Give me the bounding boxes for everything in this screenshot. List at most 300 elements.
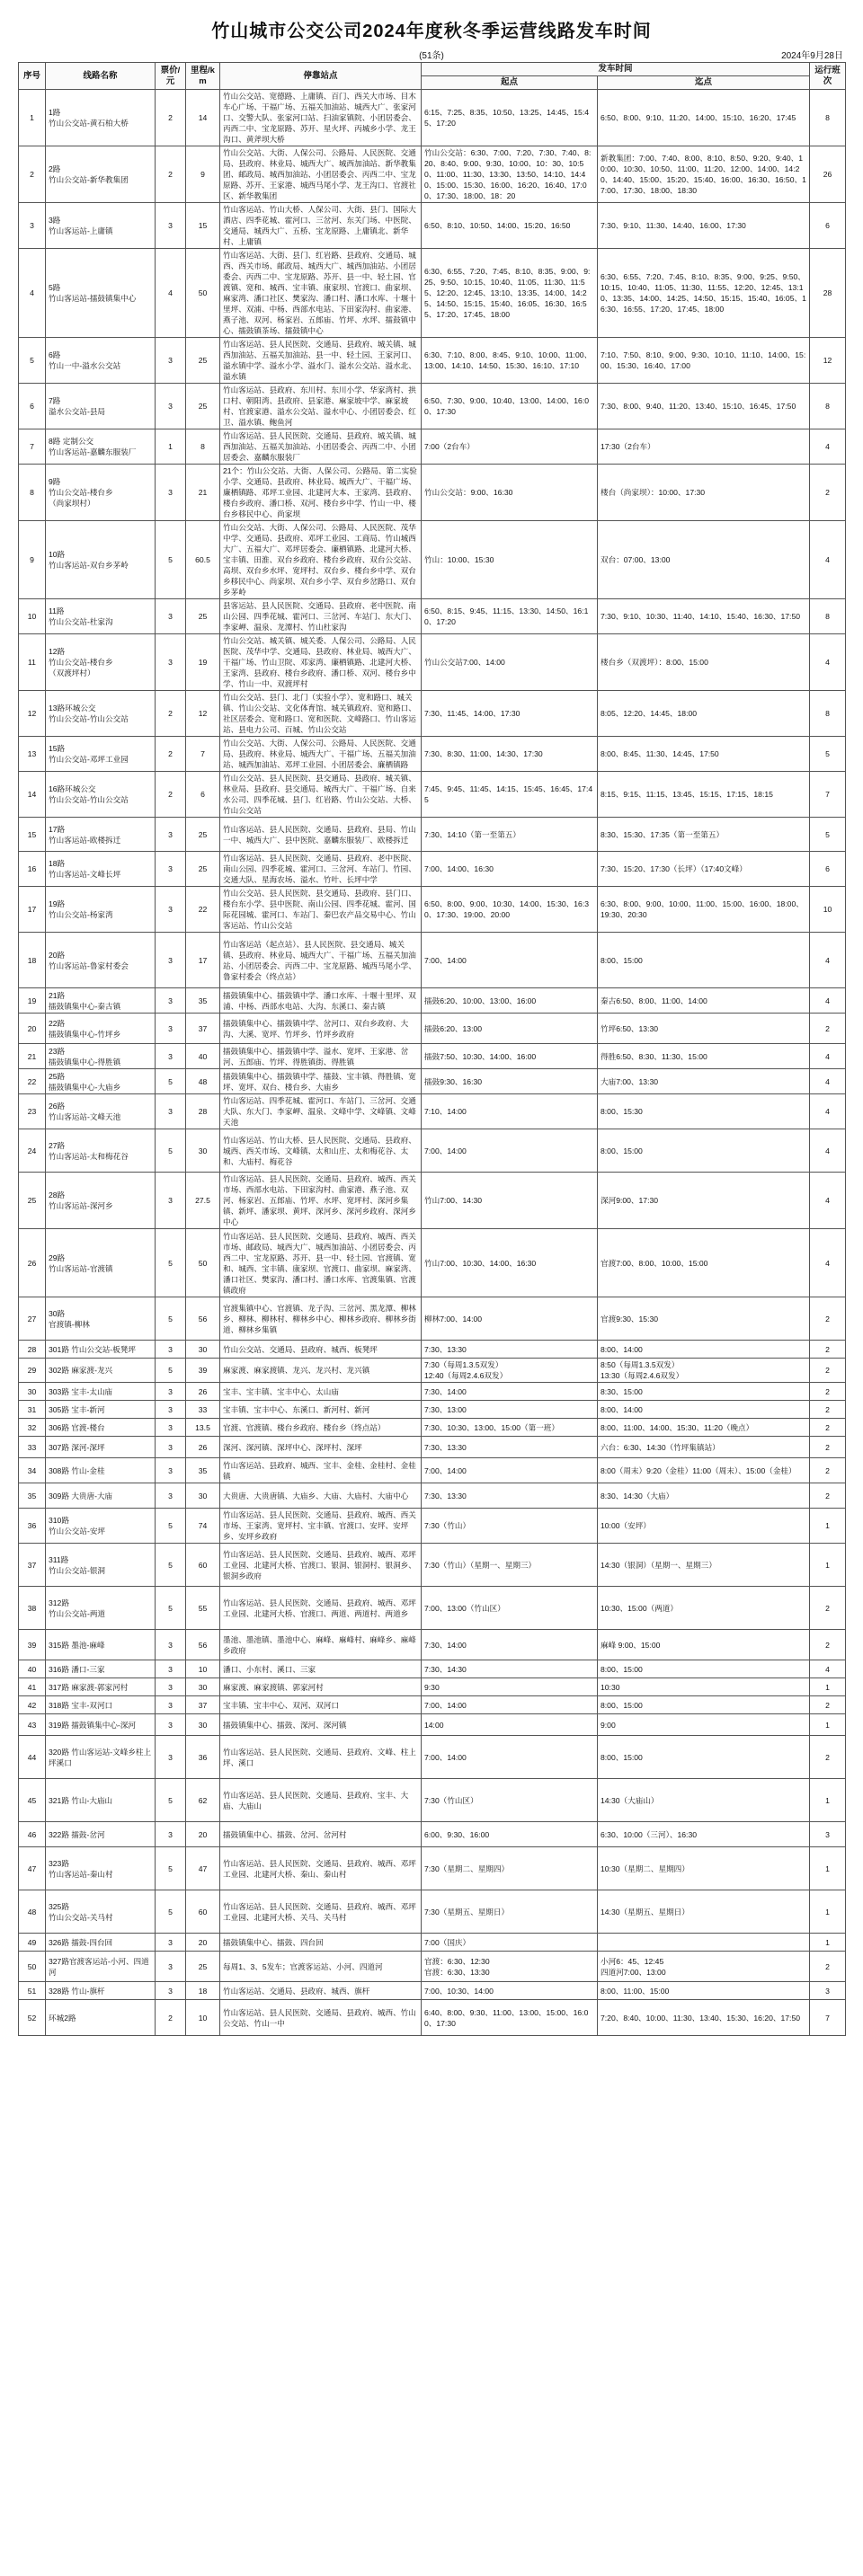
route-trips: 8 <box>810 90 846 146</box>
route-departure-from: 竹山7:00、14:30 <box>422 1173 598 1229</box>
route-fare: 3 <box>156 1822 186 1847</box>
route-stops: 竹山客运站、县人民医院、交通局、县政府、城西、西关市场、西部水电站、下田家沟村、曲家港、燕子池、双河、杨家岩、五郎庙、竹坪、水坪、宽坪村、深河乡集镇、新坪、潘家坝、黄坪、深河乡、深河乡政府、深河乡中心 <box>220 1173 422 1229</box>
route-stops: 官渡集镇中心、官渡镇、龙子沟、三岔河、黑龙潭、柳林乡、柳林、柳林村、柳林乡中心、柳林乡政府、柳林乡街道、柳林乡集镇 <box>220 1297 422 1341</box>
header-to: 迄点 <box>598 76 810 90</box>
route-number: 26 <box>19 1229 46 1297</box>
route-name: 8路 定制公交 竹山客运站-嘉麟东服装厂 <box>46 429 156 465</box>
route-fare: 3 <box>156 852 186 887</box>
route-departure-from: 7:00、14:00 <box>422 1129 598 1173</box>
route-distance: 6 <box>186 772 220 818</box>
route-departure-to: 7:30、15:20、17:30（长坪）（17:40文峰） <box>598 852 810 887</box>
route-trips: 2 <box>810 1297 846 1341</box>
route-stops: 竹山客运站、县政府、东川村、东川小学、华家湾村、拱口村、朝阳湾、县政府、县家港、麻家坡中学、麻家坡村、官渡家港、溢水公交站、溢水中心、小团居委会、红卫、溢水镇、鲍鱼河 <box>220 384 422 429</box>
route-departure-from: 7:30（星期二、星期四） <box>422 1847 598 1890</box>
route-distance: 74 <box>186 1509 220 1544</box>
route-departure-to: 8:30、15:30、17:35（第一至第五） <box>598 818 810 852</box>
route-distance: 10 <box>186 1660 220 1678</box>
route-stops: 宝丰镇、宝丰中心、东溪口、新河村、新河 <box>220 1401 422 1419</box>
route-trips: 2 <box>810 1437 846 1458</box>
route-departure-to: 深河9:00、17:30 <box>598 1173 810 1229</box>
route-name: 321路 竹山-大庙山 <box>46 1779 156 1822</box>
route-name: 307路 深河-深坪 <box>46 1437 156 1458</box>
route-number: 51 <box>19 1982 46 2000</box>
route-fare: 3 <box>156 1696 186 1714</box>
route-departure-to: 8:00、14:00 <box>598 1341 810 1359</box>
route-trips: 8 <box>810 599 846 634</box>
header-no: 序号 <box>19 63 46 90</box>
table-row <box>19 203 846 249</box>
route-distance: 30 <box>186 1129 220 1173</box>
route-distance: 60 <box>186 1544 220 1587</box>
table-row <box>19 1341 846 1359</box>
route-name: 327路官渡客运站-小河、四道河 <box>46 1952 156 1982</box>
table-row <box>19 1890 846 1934</box>
table-row <box>19 2000 846 2036</box>
route-fare: 3 <box>156 933 186 988</box>
route-trips: 3 <box>810 1982 846 2000</box>
table-row <box>19 772 846 818</box>
route-name: 5路 竹山客运站-擂鼓镇集中心 <box>46 249 156 338</box>
route-departure-from: 6:30、7:10、8:00、8:45、9:10、10:00、11:00、13:00、14:10、14:50、15:30、16:10、17:10 <box>422 338 598 384</box>
route-departure-from: 7:30、14:00 <box>422 1630 598 1660</box>
schedule-table <box>18 62 846 2036</box>
route-number: 9 <box>19 521 46 599</box>
route-fare: 3 <box>156 203 186 249</box>
route-departure-from: 竹山公交站：9:00、16:30 <box>422 465 598 521</box>
route-departure-to: 8:00、15:30 <box>598 1094 810 1129</box>
route-departure-to: 9:00 <box>598 1714 810 1736</box>
route-departure-to: 14:30（大庙山） <box>598 1779 810 1822</box>
table-row <box>19 1982 846 2000</box>
route-trips: 4 <box>810 933 846 988</box>
route-trips: 2 <box>810 1341 846 1359</box>
route-stops: 麻家渡、麻家渡镇、龙兴、龙兴村、龙兴镇 <box>220 1359 422 1383</box>
table-row <box>19 1630 846 1660</box>
route-distance: 25 <box>186 818 220 852</box>
route-stops: 竹山公交站、县门、北门（实验小学）、宽和路口、城关镇、竹山公交站、文化体育馆、城关镇政府、宽和路口、社区居委会、宽和路口、宽和医院、文峰路口、竹山客运站、县电力公司、百城、竹山公交站 <box>220 691 422 737</box>
route-trips: 6 <box>810 852 846 887</box>
route-departure-from: 擂鼓6:20、13:00 <box>422 1014 598 1044</box>
route-departure-to: 8:50（每周1.3.5双发） 13:30（每周2.4.6双发） <box>598 1359 810 1383</box>
route-number: 23 <box>19 1094 46 1129</box>
route-trips: 2 <box>810 1401 846 1419</box>
table-row <box>19 1419 846 1437</box>
route-name: 309路 大贵唐-大庙 <box>46 1483 156 1509</box>
header-from: 起点 <box>422 76 598 90</box>
route-distance: 50 <box>186 1229 220 1297</box>
route-stops: 墨池、墨池镇、墨池中心、麻峰、麻峰村、麻峰乡、麻峰乡政府 <box>220 1630 422 1660</box>
route-fare: 2 <box>156 90 186 146</box>
route-distance: 17 <box>186 933 220 988</box>
table-body <box>19 90 846 2036</box>
route-departure-to: 14:30（银洞）（星期一、星期三） <box>598 1544 810 1587</box>
route-departure-from: 7:30（竹山区） <box>422 1779 598 1822</box>
route-distance: 18 <box>186 1982 220 2000</box>
route-fare: 3 <box>156 1173 186 1229</box>
route-stops: 竹山公交站、城关镇、城关委、人保公司、公路局、人民医院、茂华中学、交通局、县政府、林业局、城西大广、干福广场、竹山卫院、邓家湾、廉栖镇路、北建河大桥、王家湾、县政府、楼台乡政府、潘口桥、双河、楼台乡中学、竹山一中、双渡坪村 <box>220 634 422 691</box>
route-number: 27 <box>19 1297 46 1341</box>
table-row <box>19 1678 846 1696</box>
route-departure-to: 8:00、14:00 <box>598 1401 810 1419</box>
route-distance: 55 <box>186 1587 220 1630</box>
route-number: 24 <box>19 1129 46 1173</box>
route-name: 7路 溢水公交站-县局 <box>46 384 156 429</box>
route-departure-from: 6:40、8:00、9:30、11:00、13:00、15:00、16:00、17:30 <box>422 2000 598 2036</box>
header-trips: 运行班次 <box>810 63 846 90</box>
route-number: 38 <box>19 1587 46 1630</box>
route-number: 34 <box>19 1458 46 1483</box>
route-departure-from: 7:30、14:30 <box>422 1660 598 1678</box>
route-distance: 8 <box>186 429 220 465</box>
route-trips: 2 <box>810 465 846 521</box>
route-number: 31 <box>19 1401 46 1419</box>
route-fare: 3 <box>156 1982 186 2000</box>
route-name: 317路 麻家渡-郭家河村 <box>46 1678 156 1696</box>
page-title: 竹山城市公交公司2024年度秋冬季运营线路发车时间 <box>211 22 652 41</box>
table-row <box>19 1437 846 1458</box>
route-departure-to: 得胜6:50、8:30、11:30、15:00 <box>598 1044 810 1069</box>
route-fare: 5 <box>156 1544 186 1587</box>
route-fare: 3 <box>156 1630 186 1660</box>
route-number: 7 <box>19 429 46 465</box>
route-trips: 28 <box>810 249 846 338</box>
route-number: 21 <box>19 1044 46 1069</box>
route-number: 17 <box>19 887 46 933</box>
route-number: 13 <box>19 737 46 772</box>
route-fare: 3 <box>156 818 186 852</box>
route-stops: 擂鼓镇集中心、擂鼓、四台回 <box>220 1934 422 1952</box>
route-fare: 2 <box>156 2000 186 2036</box>
route-trips: 8 <box>810 691 846 737</box>
route-name: 325路 竹山公交站-关马村 <box>46 1890 156 1934</box>
route-stops: 竹山客运站、县人民医院、交通局、县政府、老中医院、南山公园、四季花城、霍河口、三岔河、车站门、竹园、交通大队、星海农场、溢水、竹叶、长坪中学 <box>220 852 422 887</box>
route-distance: 33 <box>186 1401 220 1419</box>
table-row <box>19 1229 846 1297</box>
route-trips: 1 <box>810 1544 846 1587</box>
route-departure-from: 擂鼓7:50、10:30、14:00、16:00 <box>422 1044 598 1069</box>
route-name: 316路 潘口-三家 <box>46 1660 156 1678</box>
route-departure-from: 7:30、13:30 <box>422 1483 598 1509</box>
route-stops: 竹山客运站、县人民医院、交通局、县政府、城西、西关市场、邮政局、城西大广、城西加油站、小团居委会、丙西二中、宝龙原路、苏开、县一中、轻土园、官渡镇、宽和、城西、宝丰镇、康家坝、官渡口、曲家坝、麻家湾、潘口社区、樊家沟、潘口村、潘口水库、官渡集镇、官渡镇政府 <box>220 1229 422 1297</box>
route-departure-from: 9:30 <box>422 1678 598 1696</box>
route-distance: 60.5 <box>186 521 220 599</box>
route-stops: 宝丰镇、宝丰中心、双河、双河口 <box>220 1696 422 1714</box>
table-row <box>19 1822 846 1847</box>
table-row <box>19 1934 846 1952</box>
route-departure-to: 双台：07:00、13:00 <box>598 521 810 599</box>
route-fare: 3 <box>156 1094 186 1129</box>
route-number: 37 <box>19 1544 46 1587</box>
table-row <box>19 1736 846 1779</box>
route-name: 12路 竹山公交站-楼台乡 （双渡坪村） <box>46 634 156 691</box>
table-row <box>19 988 846 1014</box>
route-departure-to: 8:00、15:00 <box>598 933 810 988</box>
route-stops: 擂鼓镇集中心、擂鼓、深河、深河镇 <box>220 1714 422 1736</box>
route-departure-from: 7:10、14:00 <box>422 1094 598 1129</box>
route-distance: 14 <box>186 90 220 146</box>
route-trips: 2 <box>810 1696 846 1714</box>
table-row <box>19 521 846 599</box>
route-name: 320路 竹山客运站-文峰乡柱上坪溪口 <box>46 1736 156 1779</box>
route-distance: 20 <box>186 1822 220 1847</box>
table-row <box>19 634 846 691</box>
route-departure-from: 柳林7:00、14:00 <box>422 1297 598 1341</box>
route-departure-to: 8:00、15:00 <box>598 1736 810 1779</box>
route-stops: 竹山客运站、县人民医院、交通局、县政府、城西、邓坪工业园、北建河大桥、秦山、秦山村 <box>220 1847 422 1890</box>
route-stops: 擂鼓镇集中心、擂鼓镇中学、擂鼓、宝丰镇、得胜镇、宽坪、宽坪、双台、楼台乡、大庙乡 <box>220 1069 422 1094</box>
table-row <box>19 1173 846 1229</box>
route-trips: 1 <box>810 1779 846 1822</box>
route-stops: 县客运站、县人民医院、交通局、县政府、老中医院、南山公园、四季花城、霍河口、三岔河、车站门、东大门、李家岬、温泉、龙潭村、竹山杜家沟 <box>220 599 422 634</box>
route-departure-from: 擂鼓9:30、16:30 <box>422 1069 598 1094</box>
table-row <box>19 90 846 146</box>
route-name: 19路 竹山公交站-杨家湾 <box>46 887 156 933</box>
route-departure-to: 8:30、14:30（大庙） <box>598 1483 810 1509</box>
route-stops: 竹山客运站、县人民医院、交通局、县政府、城西、邓坪工业园、北建河大桥、关马、关马村 <box>220 1890 422 1934</box>
route-fare: 2 <box>156 691 186 737</box>
route-fare: 2 <box>156 772 186 818</box>
route-departure-to: 17:30（2台车） <box>598 429 810 465</box>
route-number: 42 <box>19 1696 46 1714</box>
route-departure-from: 竹山公交站：6:30、7:00、7:20、7:30、7:40、8:20、8:40、9:00、9:30、10:00、10：30、10:50、11:00、11:30、13:30、13:50、14:10、14:40、15:00、15:30、16:00、16:20、16:40、17:00、17:30、18:00、18：20 <box>422 146 598 203</box>
route-name: 1路 竹山公交站-黄石柏大桥 <box>46 90 156 146</box>
route-fare: 3 <box>156 338 186 384</box>
table-row <box>19 1094 846 1129</box>
route-trips: 1 <box>810 1847 846 1890</box>
route-number: 1 <box>19 90 46 146</box>
route-distance: 47 <box>186 1847 220 1890</box>
route-name: 15路 竹山公交站-邓坪工业园 <box>46 737 156 772</box>
route-trips: 4 <box>810 988 846 1014</box>
route-fare: 3 <box>156 1419 186 1437</box>
route-name: 326路 擂鼓-四台回 <box>46 1934 156 1952</box>
route-distance: 50 <box>186 249 220 338</box>
route-number: 8 <box>19 465 46 521</box>
route-stops: 竹山客运站、大街、县门、红岩路、县政府、交通局、城西、西关市场、邮政局、城西大广、城西加油站、小团居委会、丙西二中、宝龙原路、苏开、县一中、轻土园、官渡镇、宽和、城西、宝丰镇、康家坝、官渡口、曲家坝、麻家湾、潘口社区、樊家沟、潘口村、潘口水库、十堰十里坪、双浦、中杨、西部水电站、下田家沟村、曲家港、燕子池、双河、杨家岩、五郎庙、竹坪、水坪、擂鼓镇中心、擂鼓镇茶场、擂鼓镇中心 <box>220 249 422 338</box>
route-name: 18路 竹山客运站-文峰长坪 <box>46 852 156 887</box>
route-distance: 40 <box>186 1044 220 1069</box>
route-fare: 5 <box>156 1129 186 1173</box>
route-departure-to: 麻峰 9:00、15:00 <box>598 1630 810 1660</box>
route-fare: 5 <box>156 1069 186 1094</box>
route-departure-from: 竹山：10:00、15:30 <box>422 521 598 599</box>
route-trips: 12 <box>810 338 846 384</box>
route-distance: 25 <box>186 1952 220 1982</box>
route-stops: 擂鼓镇集中心、擂鼓、岔河、岔河村 <box>220 1822 422 1847</box>
route-departure-to: 10:30（星期二、星期四） <box>598 1847 810 1890</box>
route-trips: 4 <box>810 634 846 691</box>
route-number: 4 <box>19 249 46 338</box>
route-stops: 竹山客运站、县政府、城西、宝丰、金桂、金桂村、金桂镇 <box>220 1458 422 1483</box>
route-stops: 竹山公交站、大街、人保公司、公路局、人民医院、交通局、县政府、林业局、城西大广、城西加油站、新华教集团、邮政局、城西加油站、小团居委会、丙西二中、宝龙原路、苏开、王家港、城西马尾小学、龙王沟口、官渡社区、新华教集团 <box>220 146 422 203</box>
route-departure-to: 8:00、11:00、15:00 <box>598 1982 810 2000</box>
route-number: 47 <box>19 1847 46 1890</box>
route-name: 328路 竹山-旗杆 <box>46 1982 156 2000</box>
table-row <box>19 1458 846 1483</box>
route-departure-to: 8:00、11:00、14:00、15:30、11:20（晚点） <box>598 1419 810 1437</box>
route-stops: 竹山公交站、大街、人保公司、公路局、人民医院、交通局、县政府、林业局、城西大广、干福广场、五福关加油站、城西加油站、邓坪工业园、小团居委会、廉栖镇路 <box>220 737 422 772</box>
table-row <box>19 1044 846 1069</box>
route-departure-from: 6:50、7:30、9:00、10:40、13:00、14:00、16:00、17:30 <box>422 384 598 429</box>
table-row <box>19 1014 846 1044</box>
route-departure-to: 7:20、8:40、10:00、11:30、13:40、15:30、16:20、17:50 <box>598 2000 810 2036</box>
route-departure-from: 7:00、14:00、16:30 <box>422 852 598 887</box>
route-name: 11路 竹山公交站-杜家沟 <box>46 599 156 634</box>
route-number: 19 <box>19 988 46 1014</box>
route-trips: 7 <box>810 772 846 818</box>
route-stops: 竹山客运站、县人民医院、交通局、县政府、文峰、柱上坪、溪口 <box>220 1736 422 1779</box>
route-trips: 2 <box>810 1383 846 1401</box>
route-departure-from: 7:00（国庆） <box>422 1934 598 1952</box>
route-trips: 2 <box>810 1736 846 1779</box>
route-name: 305路 宝丰-新河 <box>46 1401 156 1419</box>
route-distance: 25 <box>186 338 220 384</box>
route-number: 30 <box>19 1383 46 1401</box>
route-number: 3 <box>19 203 46 249</box>
route-number: 2 <box>19 146 46 203</box>
route-departure-to: 6:50、8:00、9:10、11:20、14:00、15:10、16:20、17:45 <box>598 90 810 146</box>
route-distance: 28 <box>186 1094 220 1129</box>
route-number: 12 <box>19 691 46 737</box>
route-number: 14 <box>19 772 46 818</box>
route-name: 13路环城公交 竹山公交站-竹山公交站 <box>46 691 156 737</box>
header-name: 线路名称 <box>46 63 156 90</box>
route-number: 25 <box>19 1173 46 1229</box>
route-departure-to: 大庙7:00、13:30 <box>598 1069 810 1094</box>
route-trips: 4 <box>810 429 846 465</box>
route-distance: 39 <box>186 1359 220 1383</box>
route-fare: 3 <box>156 1952 186 1982</box>
route-departure-to: 6:30、8:00、9:00、10:00、11:00、15:00、16:00、18:00、19:30、20:30 <box>598 887 810 933</box>
route-fare: 5 <box>156 521 186 599</box>
route-name: 30路 官渡镇-柳林 <box>46 1297 156 1341</box>
route-fare: 3 <box>156 465 186 521</box>
route-departure-to: 8:00（周末）9:20（金桂）11:00（周末）、15:00（金桂） <box>598 1458 810 1483</box>
route-stops: 竹山客运站、四季花城、霍河口、车站门、三岔河、交通大队、东大门、李家岬、温泉、文峰中学、文峰镇、文峰天池 <box>220 1094 422 1129</box>
route-departure-to: 官渡9:30、15:30 <box>598 1297 810 1341</box>
route-fare: 3 <box>156 1714 186 1736</box>
route-departure-from: 擂鼓6:20、10:00、13:00、16:00 <box>422 988 598 1014</box>
route-stops: 竹山客运站、县人民医院、交通局、县政府、城关镇、城西加油站、五福关加油站、小团居委会、丙西二中、小团居委会、嘉麟东服装厂 <box>220 429 422 465</box>
table-row <box>19 1401 846 1419</box>
route-number: 39 <box>19 1630 46 1660</box>
route-fare: 3 <box>156 1341 186 1359</box>
route-distance: 22 <box>186 887 220 933</box>
route-trips: 4 <box>810 1229 846 1297</box>
route-stops: 竹山客运站、县人民医院、交通局、县政府、城西、竹山公交站、竹山一中 <box>220 2000 422 2036</box>
table-row <box>19 338 846 384</box>
route-name: 315路 墨池-麻峰 <box>46 1630 156 1660</box>
route-name: 环城2路 <box>46 2000 156 2036</box>
route-distance: 37 <box>186 1014 220 1044</box>
table-row <box>19 852 846 887</box>
route-number: 15 <box>19 818 46 852</box>
route-name: 26路 竹山客运站-文峰天池 <box>46 1094 156 1129</box>
table-row <box>19 737 846 772</box>
route-number: 16 <box>19 852 46 887</box>
route-name: 2路 竹山公交站-新华教集团 <box>46 146 156 203</box>
route-distance: 15 <box>186 203 220 249</box>
route-trips: 4 <box>810 1660 846 1678</box>
route-trips: 2 <box>810 1587 846 1630</box>
route-stops: 擂鼓镇集中心、擂鼓镇中学、岔河口、双台乡政府、大沟、大溪、宽坪、竹坪乡、竹坪乡政府 <box>220 1014 422 1044</box>
route-departure-to: 6:30、6:55、7:20、7:45、8:10、8:35、9:00、9:25、9:50、10:15、10:40、11:05、11:30、11:55、12:20、12:45、13:10、13:35、14:00、14:25、14:50、15:15、15:40、16:05、16:30、16:55、17:20、17:45、18:00 <box>598 249 810 338</box>
route-number: 18 <box>19 933 46 988</box>
route-distance: 30 <box>186 1341 220 1359</box>
route-departure-from: 7:30、8:30、11:00、14:30、17:30 <box>422 737 598 772</box>
route-departure-from: 7:30、13:30 <box>422 1437 598 1458</box>
route-distance: 21 <box>186 465 220 521</box>
route-distance: 56 <box>186 1297 220 1341</box>
route-trips: 2 <box>810 1483 846 1509</box>
route-departure-from: 6:00、9:30、16:00 <box>422 1822 598 1847</box>
table-row <box>19 1297 846 1341</box>
route-distance: 7 <box>186 737 220 772</box>
route-stops: 擂鼓镇集中心、擂鼓镇中学、潘口水库、十堰十里坪、双浦、中杨、西部水电站、大沟、东溪口、秦古镇 <box>220 988 422 1014</box>
subtitle-row <box>18 48 845 62</box>
table-row <box>19 1779 846 1822</box>
route-name: 306路 官渡-楼台 <box>46 1419 156 1437</box>
route-departure-to: 7:30、8:00、9:40、11:20、13:40、15:10、16:45、17:50 <box>598 384 810 429</box>
table-row <box>19 1714 846 1736</box>
route-fare: 3 <box>156 1736 186 1779</box>
table-row <box>19 599 846 634</box>
table-row <box>19 1952 846 1982</box>
route-number: 29 <box>19 1359 46 1383</box>
route-stops: 竹山公交站、宽德路、上庸镇、百门、西关大市场、目木车心广场、干福广场、五福关加油站、城西大广、张家河口、交警大队、张家河口站、扫油家镇院、小团居委会、丙西二中、宝龙原路、苏开、星火坪、丙城乡小学、龙王沟口、黄斧坝大桥 <box>220 90 422 146</box>
route-distance: 10 <box>186 2000 220 2036</box>
route-departure-from: 7:00、14:00 <box>422 933 598 988</box>
route-departure-to: 14:30（星期五、星期日） <box>598 1890 810 1934</box>
route-departure-from: 7:00、10:30、14:00 <box>422 1982 598 2000</box>
header-distance: 里程/km <box>186 63 220 90</box>
route-fare: 1 <box>156 429 186 465</box>
route-number: 36 <box>19 1509 46 1544</box>
table-row <box>19 887 846 933</box>
route-departure-from: 官渡：6:30、12:30 官渡：6:30、13:30 <box>422 1952 598 1982</box>
route-stops: 竹山客运站、县人民医院、交通局、县政府、城西、邓坪工业园、北建河大桥、官渡口、两道、两道村、两道乡 <box>220 1587 422 1630</box>
route-name: 308路 竹山-金桂 <box>46 1458 156 1483</box>
route-distance: 26 <box>186 1437 220 1458</box>
route-number: 32 <box>19 1419 46 1437</box>
route-fare: 3 <box>156 1934 186 1952</box>
route-departure-from: 竹山公交站7:00、14:00 <box>422 634 598 691</box>
route-count: (51条) <box>419 51 444 61</box>
route-number: 49 <box>19 1934 46 1952</box>
route-departure-from: 6:15、7:25、8:35、10:50、13:25、14:45、15:45、17:20 <box>422 90 598 146</box>
table-row <box>19 384 846 429</box>
route-fare: 5 <box>156 1229 186 1297</box>
route-number: 46 <box>19 1822 46 1847</box>
route-departure-from: 7:30、14:10（第一至第五） <box>422 818 598 852</box>
route-name: 312路 竹山公交站-两道 <box>46 1587 156 1630</box>
route-departure-from: 6:50、8:00、9:00、10:30、14:00、15:30、16:30、17:30、19:00、20:00 <box>422 887 598 933</box>
route-distance: 36 <box>186 1736 220 1779</box>
route-fare: 3 <box>156 988 186 1014</box>
route-departure-from: 7:00（2台车） <box>422 429 598 465</box>
route-number: 52 <box>19 2000 46 2036</box>
table-row <box>19 1696 846 1714</box>
route-departure-to: 8:30、15:00 <box>598 1383 810 1401</box>
route-number: 44 <box>19 1736 46 1779</box>
route-name: 23路 擂鼓镇集中心-得胜镇 <box>46 1044 156 1069</box>
route-stops: 竹山公交站、县人民医院、县交通局、县政府、县门口、楼台东小学、县中医院、南山公园、四季花城、霍河、国际花园城、霍河口、车站门、秦巴农产品交易中心、竹山客运站、竹山公交站 <box>220 887 422 933</box>
route-fare: 5 <box>156 1587 186 1630</box>
route-stops: 官渡、官渡镇、楼台乡政府、楼台乡（终点站） <box>220 1419 422 1437</box>
route-number: 35 <box>19 1483 46 1509</box>
route-number: 48 <box>19 1890 46 1934</box>
route-departure-from: 7:30、10:30、13:00、15:00（第一班） <box>422 1419 598 1437</box>
